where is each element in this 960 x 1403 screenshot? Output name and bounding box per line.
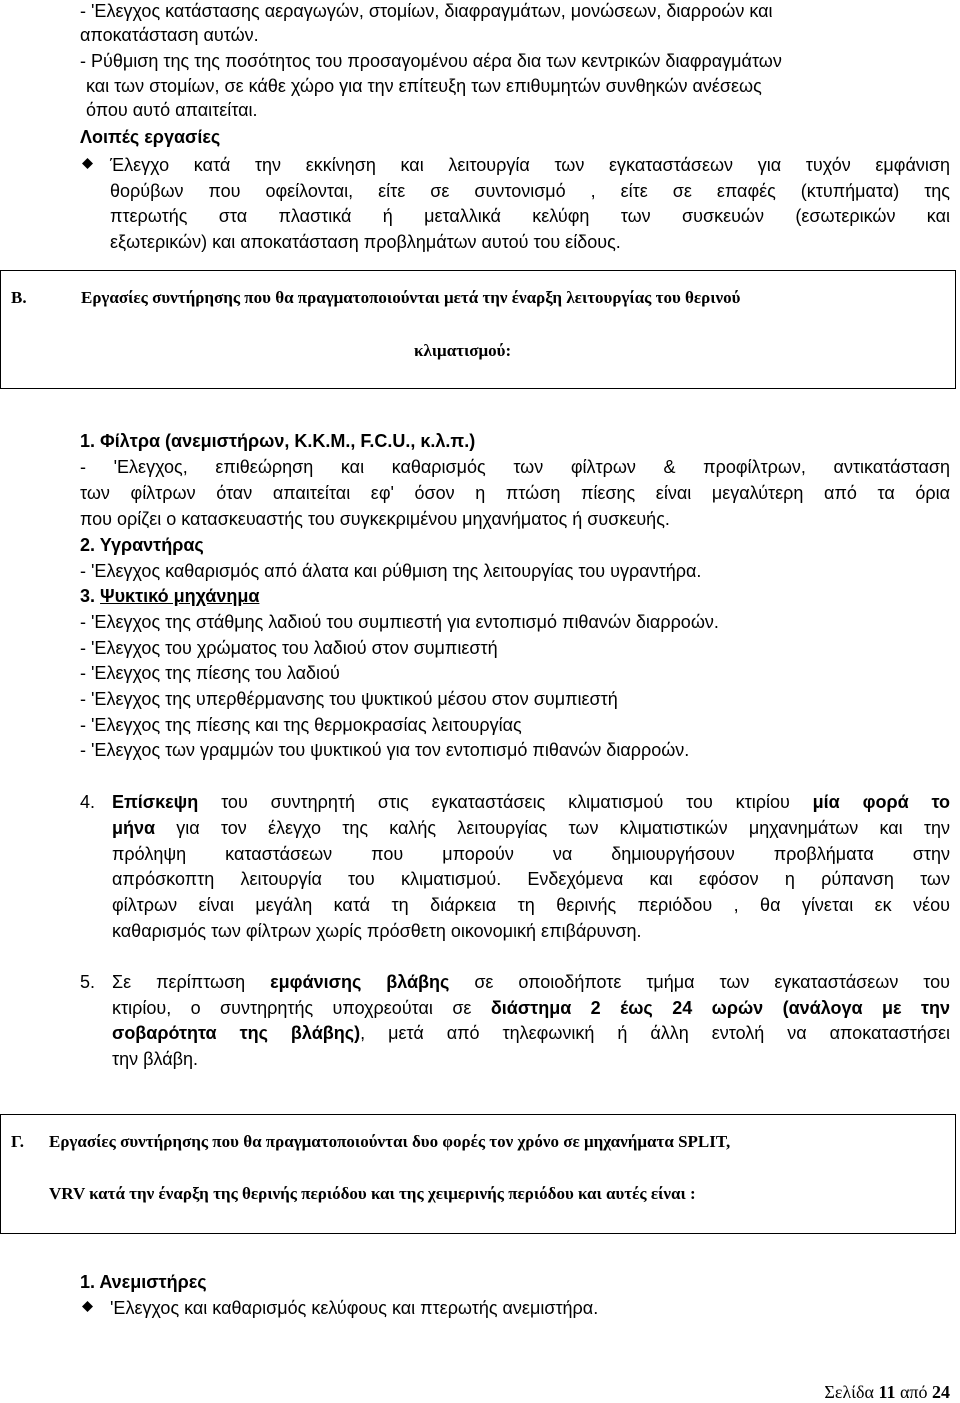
visit-line: [112, 817, 950, 839]
fans-line: 'Ελεγχος και καθαρισμός κελύφους και πτερωτής ανεμιστήρα.: [110, 1298, 599, 1318]
chiller-heading: [80, 585, 259, 607]
chiller-heading-num: 3.: [80, 586, 101, 606]
visit-line: απρόσκοπτη λειτουργία του κλιματισμού. Ενδεχόμενα και εφόσον η ρύπανση των: [112, 869, 950, 889]
section-b-title: Εργασίες συντήρησης που θα πραγματοποιούνται μετά την έναρξη λειτουργίας του θερινού: [81, 288, 741, 307]
chiller-item: - 'Ελεγχος της πίεσης και της θερμοκρασίας λειτουργίας: [80, 715, 522, 735]
fault-bold: διάστημα 2 έως 24 ωρών (ανάλογα με την: [490, 998, 950, 1018]
visit-bold: μία φορά το: [812, 792, 950, 812]
footer-label: από: [895, 1382, 932, 1402]
visit-text: για τον έλεγχο της καλής λειτουργίας των κλιματιστικών μηχανημάτων και την: [155, 818, 950, 838]
fault-bold: σοβαρότητα της βλάβης): [112, 1023, 361, 1043]
fault-text: σε οποιοδήποτε τμήμα των εγκαταστάσεων του: [449, 972, 950, 992]
intro-line: όπου αυτό απαιτείται.: [86, 100, 258, 120]
fault-line: [112, 997, 950, 1019]
fault-text: κτιρίου, ο συντηρητής υποχρεούται σε: [112, 998, 491, 1018]
chiller-item: - 'Ελεγχος της στάθμης λαδιού του συμπιεστή για εντοπισμό πιθανών διαρροών.: [80, 612, 719, 632]
section-g-letter: Γ.: [11, 1132, 25, 1151]
section-b-letter: Β.: [11, 288, 27, 307]
other-works-line: πτερωτής στα πλαστικά ή μεταλλικά κελύφη των συσκευών (εσωτερικών και: [110, 206, 950, 226]
fault-line: [112, 971, 950, 993]
page-footer: [824, 1382, 950, 1403]
visit-bold: μήνα: [112, 818, 156, 838]
chiller-item: - 'Ελεγχος της πίεσης του λαδιού: [80, 663, 340, 683]
visit-line: φίλτρων είναι μεγάλη κατά τη διάρκεια τη θερινής περιόδου , θα γίνεται εκ νέου: [112, 895, 950, 915]
chiller-item: - 'Ελεγχος του χρώματος του λαδιού στον συμπιεστή: [80, 638, 498, 658]
other-works-line: Έλεγχο κατά την εκκίνηση και λειτουργία των εγκαταστάσεων για τυχόν εμφάνιση: [110, 155, 950, 175]
fault-bold: εμφάνισης βλάβης: [270, 972, 450, 992]
fault-line: την βλάβη.: [112, 1049, 198, 1069]
humidifier-line: - 'Ελεγχος καθαρισμός από άλατα και ρύθμιση της λειτουργίας του υγραντήρα.: [80, 561, 702, 581]
filters-line: που ορίζει ο κατασκευαστής του συγκεκριμένου μηχανήματος ή συσκευής.: [80, 509, 670, 529]
chiller-item: - 'Ελεγχος των γραμμών του ψυκτικού για τον εντοπισμό πιθανών διαρροών.: [80, 740, 690, 760]
chiller-item: - 'Ελεγχος της υπερθέρμανσης του ψυκτικού μέσου στον συμπιεστή: [80, 689, 618, 709]
fault-text: Σε περίπτωση: [112, 972, 271, 992]
visit-line: καθαρισμός των φίλτρων χωρίς πρόσθετη οικονομική επιβάρυνση.: [112, 921, 642, 941]
filters-line: - 'Ελεγχος, επιθεώρηση και καθαρισμός των φίλτρων & προφίλτρων, αντικατάσταση: [80, 457, 950, 477]
section-b-title-cont: κλιματισμού:: [414, 341, 512, 360]
footer-page-number: 11: [878, 1382, 896, 1402]
fault-line: [112, 1022, 950, 1044]
intro-line: και των στομίων, σε κάθε χώρο για την επίτευξη των επιθυμητών συνθηκών ανέσεως: [86, 76, 762, 96]
other-works-heading: Λοιπές εργασίες: [80, 127, 221, 147]
fans-heading: 1. Ανεμιστήρες: [80, 1272, 207, 1292]
visit-bold: Επίσκεψη: [112, 792, 199, 812]
intro-line: αποκατάσταση αυτών.: [80, 25, 259, 45]
diamond-bullet-icon: [82, 1301, 93, 1312]
other-works-line: εξωτερικών) και αποκατάσταση προβλημάτων αυτού του είδους.: [110, 232, 621, 252]
visit-number: 4.: [80, 792, 96, 812]
section-g-title: Εργασίες συντήρησης που θα πραγματοποιούνται δυο φορές τον χρόνο σε μηχανήματα SPLIT,: [49, 1132, 731, 1151]
diamond-bullet-icon: [82, 158, 93, 169]
visit-line: πρόληψη καταστάσεων που μπορούν να δημιουργήσουν προβλήματα στην: [112, 844, 950, 864]
visit-text: του συντηρητή στις εγκαταστάσεις κλιματισμού του κτιρίου: [198, 792, 813, 812]
humidifier-heading: 2. Υγραντήρας: [80, 535, 204, 555]
fault-text: , μετά από τηλεφωνική ή άλλη εντολή να αποκαταστήσει: [360, 1023, 951, 1043]
section-g-box: [0, 1114, 956, 1234]
filters-heading: 1. Φίλτρα (ανεμιστήρων, Κ.Κ.Μ., F.C.U., κ.λ.π.): [80, 431, 476, 451]
footer-page-total: 24: [932, 1382, 950, 1402]
section-b-box: [0, 270, 956, 389]
chiller-heading-text: Ψυκτικό μηχάνημα: [100, 586, 260, 606]
filters-line: των φίλτρων όταν απαιτείται εφ' όσον η πτώση πίεσης είναι μεγαλύτερη από τα όρια: [80, 483, 950, 503]
other-works-line: θορύβων που οφείλονται, είτε σε συντονισμό , είτε σε επαφές (κτυπήματα) της: [110, 181, 950, 201]
intro-line: - Ρύθμιση της της ποσότητος του προσαγομένου αέρα δια των κεντρικών διαφραγμάτων: [80, 51, 782, 71]
footer-label: Σελίδα: [824, 1382, 879, 1402]
intro-line: - 'Ελεγχος κατάστασης αεραγωγών, στομίων, διαφραγμάτων, μονώσεων, διαρροών και: [80, 1, 773, 21]
section-g-title-cont: VRV κατά την έναρξη της θερινής περιόδου και της χειμερινής περιόδου και αυτές είναι :: [49, 1184, 696, 1203]
visit-line: [112, 791, 950, 813]
fault-number: 5.: [80, 972, 96, 992]
